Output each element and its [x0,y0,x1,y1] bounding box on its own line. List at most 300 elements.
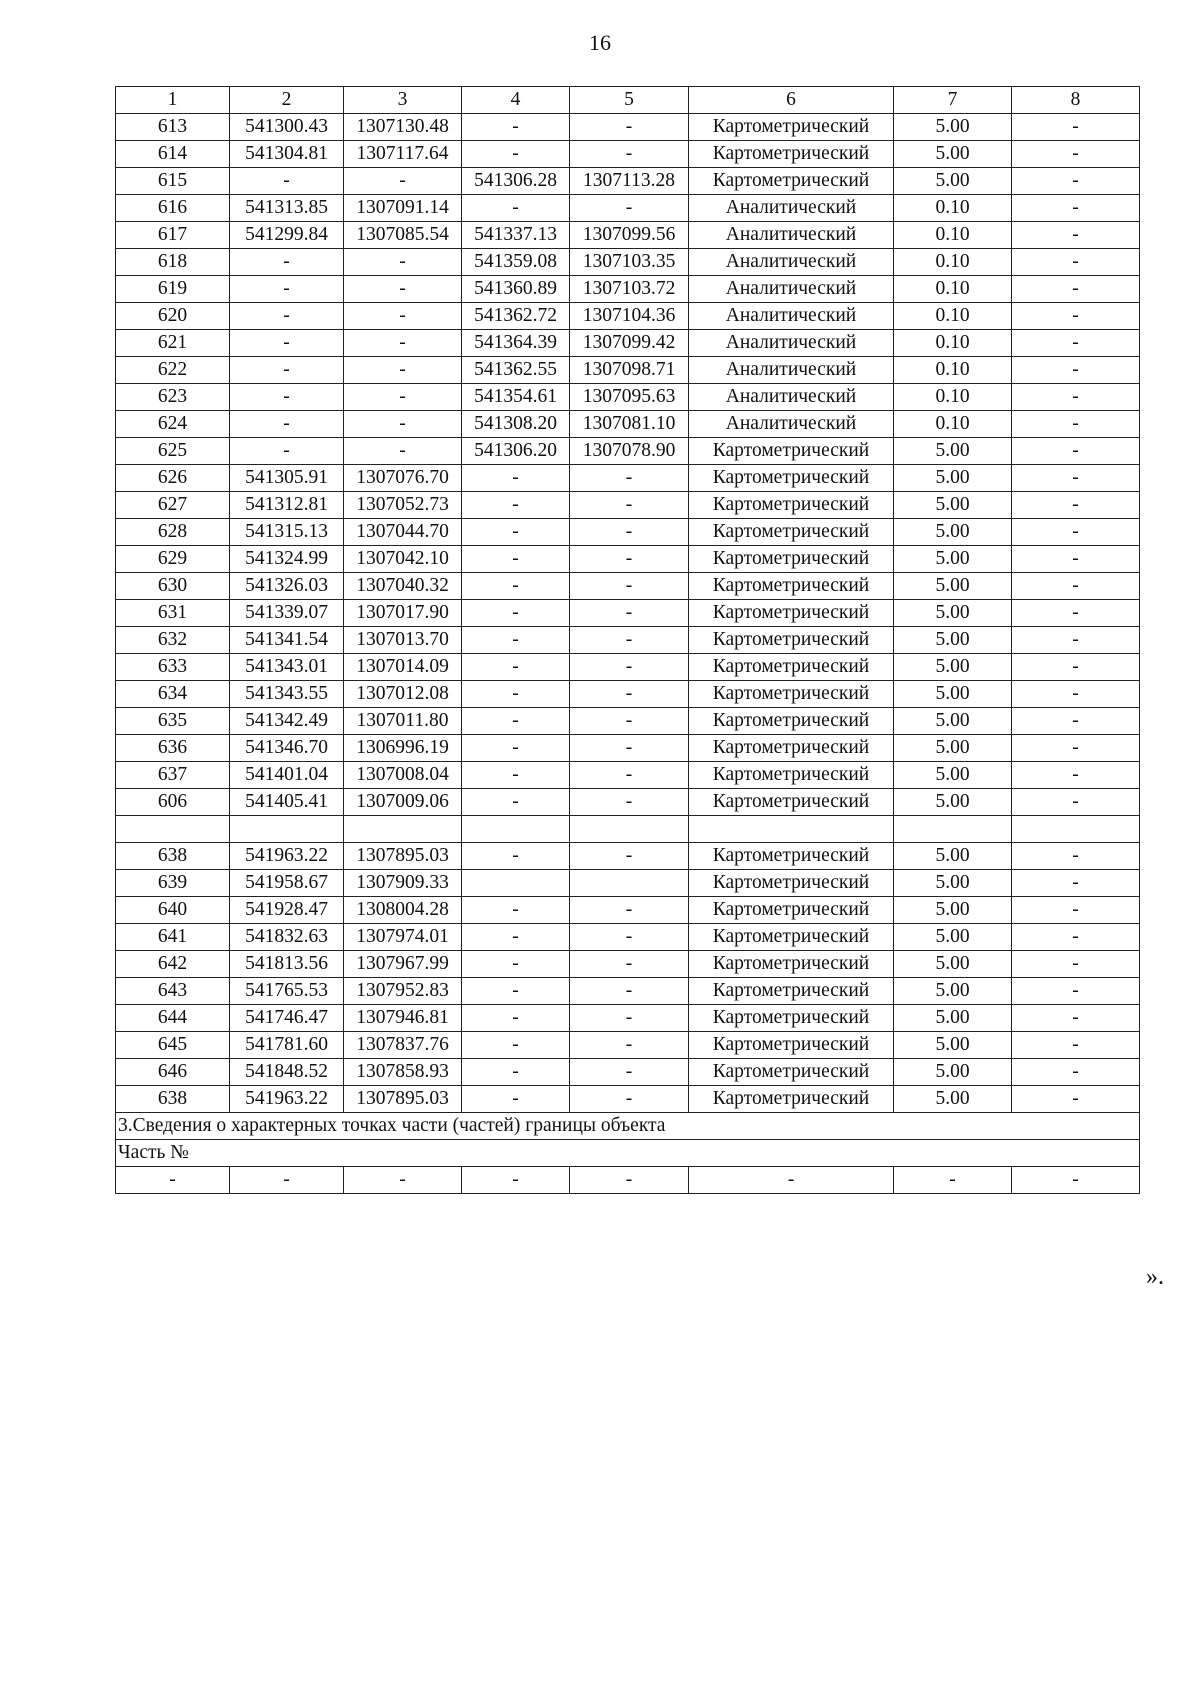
precision-cell: 5.00 [894,1086,1012,1113]
y-coordinate-cell: 1306996.19 [344,735,462,762]
precision-cell: 5.00 [894,951,1012,978]
method-cell: Картометрический [689,681,894,708]
y-new-coordinate-cell: 1307078.90 [570,438,689,465]
point-number-cell: 633 [116,654,230,681]
y-coordinate-cell: - [344,249,462,276]
method-cell: Картометрический [689,519,894,546]
point-number-cell: 625 [116,438,230,465]
y-coordinate-cell: 1307013.70 [344,627,462,654]
point-number-cell: 635 [116,708,230,735]
table-row [116,1086,1140,1113]
point-number-cell: 617 [116,222,230,249]
method-cell: Картометрический [689,438,894,465]
y-coordinate-cell: 1307837.76 [344,1032,462,1059]
y-new-coordinate-cell [570,870,689,897]
header-cell: 3 [344,87,462,114]
y-coordinate-cell: - [344,276,462,303]
x-new-coordinate-cell: - [462,708,570,735]
x-new-coordinate-cell: 541306.20 [462,438,570,465]
x-new-coordinate-cell: - [462,600,570,627]
y-coordinate-cell: - [344,357,462,384]
x-new-coordinate-cell: - [462,519,570,546]
y-new-coordinate-cell: - [570,600,689,627]
precision-cell: 0.10 [894,195,1012,222]
point-number-cell: 623 [116,384,230,411]
x-new-coordinate-cell: - [462,573,570,600]
precision-cell: 0.10 [894,249,1012,276]
point-number-cell: 622 [116,357,230,384]
table-row [116,816,1140,843]
x-new-coordinate-cell: 541354.61 [462,384,570,411]
y-new-coordinate-cell: - [570,789,689,816]
x-coordinate-cell: 541746.47 [230,1005,344,1032]
description-cell: - [1012,330,1140,357]
y-coordinate-cell: 1307040.32 [344,573,462,600]
method-cell: Картометрический [689,114,894,141]
x-coordinate-cell: 541313.85 [230,195,344,222]
method-cell: Картометрический [689,951,894,978]
method-cell: Картометрический [689,1086,894,1113]
x-coordinate-cell: - [230,249,344,276]
method-cell: Аналитический [689,249,894,276]
x-new-coordinate-cell: - [462,789,570,816]
precision-cell: 5.00 [894,654,1012,681]
method-cell: Аналитический [689,303,894,330]
method-cell: Аналитический [689,411,894,438]
precision-cell: 5.00 [894,1059,1012,1086]
x-coordinate-cell: 541958.67 [230,870,344,897]
precision-cell: 5.00 [894,600,1012,627]
y-new-coordinate-cell: - [570,924,689,951]
x-new-coordinate-cell: 541306.28 [462,168,570,195]
x-new-coordinate-cell: - [462,114,570,141]
point-number-cell: 646 [116,1059,230,1086]
x-new-coordinate-cell: - [462,492,570,519]
x-coordinate-cell: 541326.03 [230,573,344,600]
x-coordinate-cell: 541343.55 [230,681,344,708]
method-cell: Картометрический [689,141,894,168]
x-new-coordinate-cell: - [462,141,570,168]
method-cell: Картометрический [689,762,894,789]
description-cell: - [1012,735,1140,762]
point-number-cell: 634 [116,681,230,708]
precision-cell: 5.00 [894,114,1012,141]
x-new-coordinate-cell: - [462,1059,570,1086]
method-cell: Картометрический [689,627,894,654]
precision-cell: 5.00 [894,573,1012,600]
x-new-coordinate-cell [462,870,570,897]
precision-cell: 5.00 [894,546,1012,573]
y-new-coordinate-cell: - [570,195,689,222]
x-coordinate-cell: 541341.54 [230,627,344,654]
method-cell [689,816,894,843]
description-cell: - [1012,1059,1140,1086]
point-number-cell: 641 [116,924,230,951]
description-cell: - [1012,789,1140,816]
y-new-coordinate-cell: - [570,1032,689,1059]
table-body [116,87,1140,1194]
x-coordinate-cell: - [230,384,344,411]
x-new-coordinate-cell: 541362.55 [462,357,570,384]
table-row [116,249,1140,276]
header-cell: 6 [689,87,894,114]
header-cell: 8 [1012,87,1140,114]
description-cell: - [1012,870,1140,897]
method-cell: Картометрический [689,654,894,681]
precision-cell: 5.00 [894,870,1012,897]
description-cell: - [1012,951,1140,978]
y-new-coordinate-cell: 1307098.71 [570,357,689,384]
method-cell: Картометрический [689,492,894,519]
y-new-coordinate-cell: 1307113.28 [570,168,689,195]
y-coordinate-cell: 1307085.54 [344,222,462,249]
x-new-coordinate-cell: - [462,546,570,573]
x-coordinate-cell: 541342.49 [230,708,344,735]
y-coordinate-cell: 1307012.08 [344,681,462,708]
point-number-cell: 636 [116,735,230,762]
y-new-coordinate-cell: - [570,762,689,789]
table-row [116,303,1140,330]
method-cell: Картометрический [689,708,894,735]
x-coordinate-cell: 541299.84 [230,222,344,249]
y-new-coordinate-cell: 1307103.35 [570,249,689,276]
final-row-cell: - [570,1167,689,1194]
y-new-coordinate-cell: - [570,735,689,762]
final-row-cell: - [116,1167,230,1194]
y-new-coordinate-cell: - [570,654,689,681]
header-cell: 4 [462,87,570,114]
description-cell: - [1012,384,1140,411]
x-coordinate-cell: 541304.81 [230,141,344,168]
x-coordinate-cell: 541401.04 [230,762,344,789]
method-cell: Аналитический [689,384,894,411]
x-new-coordinate-cell: - [462,1086,570,1113]
table-row [116,762,1140,789]
y-coordinate-cell: - [344,411,462,438]
x-new-coordinate-cell: - [462,681,570,708]
point-number-cell: 629 [116,546,230,573]
x-new-coordinate-cell: - [462,843,570,870]
closing-quote: ». [1146,1264,1164,1290]
point-number-cell: 630 [116,573,230,600]
x-new-coordinate-cell: - [462,1032,570,1059]
y-new-coordinate-cell: - [570,681,689,708]
description-cell: - [1012,627,1140,654]
point-number-cell: 621 [116,330,230,357]
y-coordinate-cell: 1307008.04 [344,762,462,789]
table-row [116,330,1140,357]
table-row [116,357,1140,384]
description-cell: - [1012,681,1140,708]
y-coordinate-cell: 1307117.64 [344,141,462,168]
table-row [116,924,1140,951]
description-cell: - [1012,357,1140,384]
x-coordinate-cell: 541963.22 [230,843,344,870]
x-new-coordinate-cell: - [462,924,570,951]
precision-cell: 5.00 [894,1005,1012,1032]
header-cell: 2 [230,87,344,114]
y-coordinate-cell: 1307974.01 [344,924,462,951]
y-coordinate-cell: 1307011.80 [344,708,462,735]
method-cell: Картометрический [689,843,894,870]
description-cell: - [1012,519,1140,546]
precision-cell: 5.00 [894,735,1012,762]
y-coordinate-cell: - [344,168,462,195]
x-new-coordinate-cell: - [462,1005,570,1032]
point-number-cell: 638 [116,1086,230,1113]
x-coordinate-cell: 541324.99 [230,546,344,573]
y-new-coordinate-cell: - [570,1059,689,1086]
final-row-cell: - [230,1167,344,1194]
y-new-coordinate-cell: - [570,492,689,519]
table-row [116,492,1140,519]
table-row [116,222,1140,249]
description-cell: - [1012,654,1140,681]
method-cell: Картометрический [689,1059,894,1086]
x-new-coordinate-cell: - [462,735,570,762]
description-cell: - [1012,465,1140,492]
description-cell: - [1012,897,1140,924]
precision-cell: 5.00 [894,843,1012,870]
y-coordinate-cell: - [344,330,462,357]
x-new-coordinate-cell [462,816,570,843]
x-new-coordinate-cell: 541362.72 [462,303,570,330]
y-new-coordinate-cell: - [570,951,689,978]
x-coordinate-cell: 541339.07 [230,600,344,627]
y-new-coordinate-cell: - [570,978,689,1005]
x-coordinate-cell: 541343.01 [230,654,344,681]
description-cell: - [1012,492,1140,519]
description-cell: - [1012,600,1140,627]
y-coordinate-cell: 1307091.14 [344,195,462,222]
table-row [116,546,1140,573]
y-coordinate-cell: - [344,303,462,330]
section-title: 3.Сведения о характерных точках части (частей) границы объекта [116,1113,1140,1140]
precision-cell: 5.00 [894,492,1012,519]
precision-cell: 5.00 [894,168,1012,195]
x-coordinate-cell: - [230,276,344,303]
description-cell: - [1012,978,1140,1005]
x-coordinate-cell: 541305.91 [230,465,344,492]
x-new-coordinate-cell: - [462,978,570,1005]
description-cell: - [1012,303,1140,330]
table-row [116,573,1140,600]
x-new-coordinate-cell: 541359.08 [462,249,570,276]
description-cell: - [1012,546,1140,573]
table-row [116,708,1140,735]
description-cell: - [1012,276,1140,303]
precision-cell: 5.00 [894,924,1012,951]
x-coordinate-cell: 541300.43 [230,114,344,141]
y-new-coordinate-cell: 1307103.72 [570,276,689,303]
header-cell: 1 [116,87,230,114]
table-row [116,627,1140,654]
description-cell: - [1012,1005,1140,1032]
method-cell: Картометрический [689,168,894,195]
precision-cell: 0.10 [894,330,1012,357]
table-row [116,195,1140,222]
y-coordinate-cell: 1307895.03 [344,1086,462,1113]
x-coordinate-cell: - [230,303,344,330]
y-coordinate-cell: 1307014.09 [344,654,462,681]
table-row [116,114,1140,141]
table-row [116,384,1140,411]
final-row-cell: - [689,1167,894,1194]
precision-cell: 5.00 [894,465,1012,492]
x-coordinate-cell: 541848.52 [230,1059,344,1086]
x-new-coordinate-cell: - [462,654,570,681]
method-cell: Картометрический [689,573,894,600]
y-new-coordinate-cell: - [570,465,689,492]
precision-cell: 0.10 [894,384,1012,411]
description-cell: - [1012,573,1140,600]
point-number-cell: 613 [116,114,230,141]
characteristic-points-table [115,86,1140,1194]
method-cell: Аналитический [689,330,894,357]
method-cell: Аналитический [689,357,894,384]
precision-cell: 5.00 [894,897,1012,924]
precision-cell: 0.10 [894,276,1012,303]
precision-cell: 0.10 [894,303,1012,330]
x-coordinate-cell: 541813.56 [230,951,344,978]
y-new-coordinate-cell: - [570,141,689,168]
x-coordinate-cell: - [230,168,344,195]
table-row [116,735,1140,762]
point-number-cell: 644 [116,1005,230,1032]
table-row [116,1032,1140,1059]
header-cell: 7 [894,87,1012,114]
y-new-coordinate-cell: - [570,627,689,654]
point-number-cell: 606 [116,789,230,816]
x-new-coordinate-cell: - [462,627,570,654]
table-row [116,168,1140,195]
method-cell: Картометрический [689,870,894,897]
description-cell: - [1012,222,1140,249]
table-row [116,600,1140,627]
table-row [116,870,1140,897]
description-cell: - [1012,762,1140,789]
precision-cell: 5.00 [894,708,1012,735]
point-number-cell: 616 [116,195,230,222]
table-row [116,1005,1140,1032]
method-cell: Картометрический [689,465,894,492]
y-new-coordinate-cell: 1307095.63 [570,384,689,411]
header-cell: 5 [570,87,689,114]
x-new-coordinate-cell: - [462,195,570,222]
y-coordinate-cell: 1307952.83 [344,978,462,1005]
y-new-coordinate-cell: - [570,843,689,870]
section-title-row [116,1113,1140,1140]
x-coordinate-cell: 541963.22 [230,1086,344,1113]
x-coordinate-cell: - [230,330,344,357]
point-number-cell: 632 [116,627,230,654]
x-coordinate-cell: 541312.81 [230,492,344,519]
x-new-coordinate-cell: - [462,951,570,978]
method-cell: Картометрический [689,546,894,573]
description-cell: - [1012,1086,1140,1113]
table-row [116,843,1140,870]
x-new-coordinate-cell: 541308.20 [462,411,570,438]
y-new-coordinate-cell: - [570,114,689,141]
table-row [116,897,1140,924]
y-new-coordinate-cell: 1307104.36 [570,303,689,330]
method-cell: Картометрический [689,600,894,627]
y-coordinate-cell: 1307858.93 [344,1059,462,1086]
y-new-coordinate-cell: - [570,708,689,735]
precision-cell: 5.00 [894,762,1012,789]
precision-cell: 5.00 [894,438,1012,465]
table-row [116,1059,1140,1086]
table-row [116,276,1140,303]
point-number-cell: 640 [116,897,230,924]
y-coordinate-cell: 1307009.06 [344,789,462,816]
y-new-coordinate-cell [570,816,689,843]
description-cell: - [1012,114,1140,141]
description-cell: - [1012,141,1140,168]
point-number-cell: 642 [116,951,230,978]
table-row [116,411,1140,438]
point-number-cell: 637 [116,762,230,789]
part-label: Часть № [116,1140,1140,1167]
y-coordinate-cell [344,816,462,843]
method-cell: Аналитический [689,222,894,249]
y-coordinate-cell: 1307017.90 [344,600,462,627]
y-coordinate-cell: 1307042.10 [344,546,462,573]
page-number: 16 [589,30,611,55]
precision-cell: 5.00 [894,519,1012,546]
method-cell: Картометрический [689,924,894,951]
description-cell: - [1012,843,1140,870]
x-coordinate-cell: - [230,357,344,384]
x-coordinate-cell: 541832.63 [230,924,344,951]
y-new-coordinate-cell: - [570,546,689,573]
y-new-coordinate-cell: - [570,519,689,546]
x-coordinate-cell: - [230,438,344,465]
description-cell: - [1012,411,1140,438]
x-new-coordinate-cell: 541337.13 [462,222,570,249]
x-new-coordinate-cell: 541364.39 [462,330,570,357]
description-cell: - [1012,249,1140,276]
final-row-cell: - [462,1167,570,1194]
point-number-cell: 614 [116,141,230,168]
precision-cell: 0.10 [894,222,1012,249]
point-number-cell: 639 [116,870,230,897]
method-cell: Картометрический [689,735,894,762]
precision-cell: 5.00 [894,789,1012,816]
point-number-cell [116,816,230,843]
y-coordinate-cell: 1307130.48 [344,114,462,141]
y-new-coordinate-cell: - [570,573,689,600]
final-row-cell: - [1012,1167,1140,1194]
y-new-coordinate-cell: 1307099.56 [570,222,689,249]
y-coordinate-cell: 1307909.33 [344,870,462,897]
y-coordinate-cell: - [344,438,462,465]
table-header-row [116,87,1140,114]
point-number-cell: 626 [116,465,230,492]
x-coordinate-cell: 541928.47 [230,897,344,924]
point-number-cell: 631 [116,600,230,627]
method-cell: Картометрический [689,978,894,1005]
point-number-cell: 628 [116,519,230,546]
part-label-row [116,1140,1140,1167]
description-cell [1012,816,1140,843]
x-coordinate-cell: 541405.41 [230,789,344,816]
description-cell: - [1012,438,1140,465]
y-new-coordinate-cell: - [570,897,689,924]
x-new-coordinate-cell: 541360.89 [462,276,570,303]
y-coordinate-cell: 1307052.73 [344,492,462,519]
method-cell: Аналитический [689,276,894,303]
